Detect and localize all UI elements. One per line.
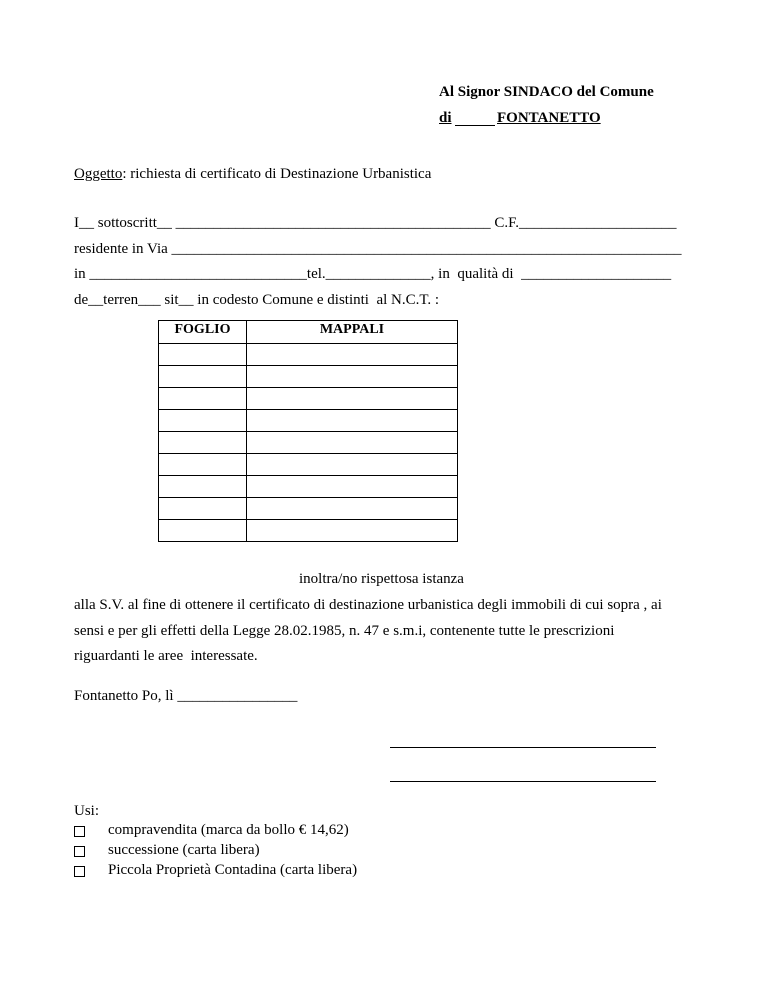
signature-line-2 [390,781,656,782]
checkbox-compravendita[interactable] [74,826,85,837]
request-line-2: sensi e per gli effetti della Legge 28.02.1985, n. 47 e s.m.i, contenente tutte le prescrizioni [74,623,615,639]
mappali-cell [247,432,458,454]
foglio-cell [159,520,247,542]
mappali-cell [247,366,458,388]
table-row [159,476,458,498]
mappali-cell [247,520,458,542]
table-row [159,520,458,542]
table-row [159,410,458,432]
foglio-cell [159,454,247,476]
uses-label: Usi: [74,803,100,819]
foglio-cell [159,344,247,366]
signature-line-1 [390,747,656,748]
addressee-town: FONTANETTO [497,110,601,126]
foglio-cell [159,432,247,454]
table-row [159,366,458,388]
table-row [159,388,458,410]
checkbox-piccola-proprieta[interactable] [74,866,85,877]
table-header-row [159,321,458,344]
table-row [159,432,458,454]
foglio-cell [159,476,247,498]
mappali-cell [247,498,458,520]
addressee-underline [455,125,495,126]
mappali-cell [247,476,458,498]
foglio-cell [159,388,247,410]
mappali-cell [247,388,458,410]
table-row [159,498,458,520]
foglio-cell [159,410,247,432]
addressee-line-1: Al Signor SINDACO del Comune [439,84,654,100]
use-item-compravendita: compravendita (marca da bollo € 14,62) [108,822,349,838]
body-line-name: I__ sottoscritt__ __________________________________________ C.F._____________________ [74,215,677,231]
subject-label: Oggetto [74,166,123,182]
request-line-1: alla S.V. al fine di ottenere il certificato di destinazione urbanistica degli immobili di cui sopra , ai [74,597,662,613]
addressee-prefix: di [439,110,452,126]
mappali-cell [247,410,458,432]
request-heading: inoltra/no rispettosa istanza [299,571,464,587]
header-mappali: MAPPALI [247,321,458,344]
mappali-cell [247,454,458,476]
header-foglio: FOGLIO [159,321,247,344]
body-line-town-phone: in _____________________________tel.______________, in qualità di ____________________ [74,266,672,282]
body-line-address: residente in Via ____________________________________________________________________ [74,241,682,257]
mappali-cell [247,344,458,366]
foglio-cell [159,366,247,388]
use-item-piccola-proprieta: Piccola Proprietà Contadina (carta libera) [108,862,358,878]
subject-line [74,165,431,183]
foglio-cell [159,498,247,520]
use-item-successione: successione (carta libera) [108,842,260,858]
table-row [159,454,458,476]
request-line-3: riguardanti le aree interessate. [74,648,258,664]
table-row [159,344,458,366]
subject-text: : richiesta di certificato di Destinazione Urbanistica [122,166,432,182]
body-line-land: de__terren___ sit__ in codesto Comune e distinti al N.C.T. : [74,292,440,308]
checkbox-successione[interactable] [74,846,85,857]
place-date: Fontanetto Po, lì ________________ [74,688,298,704]
parcel-table [158,320,458,542]
